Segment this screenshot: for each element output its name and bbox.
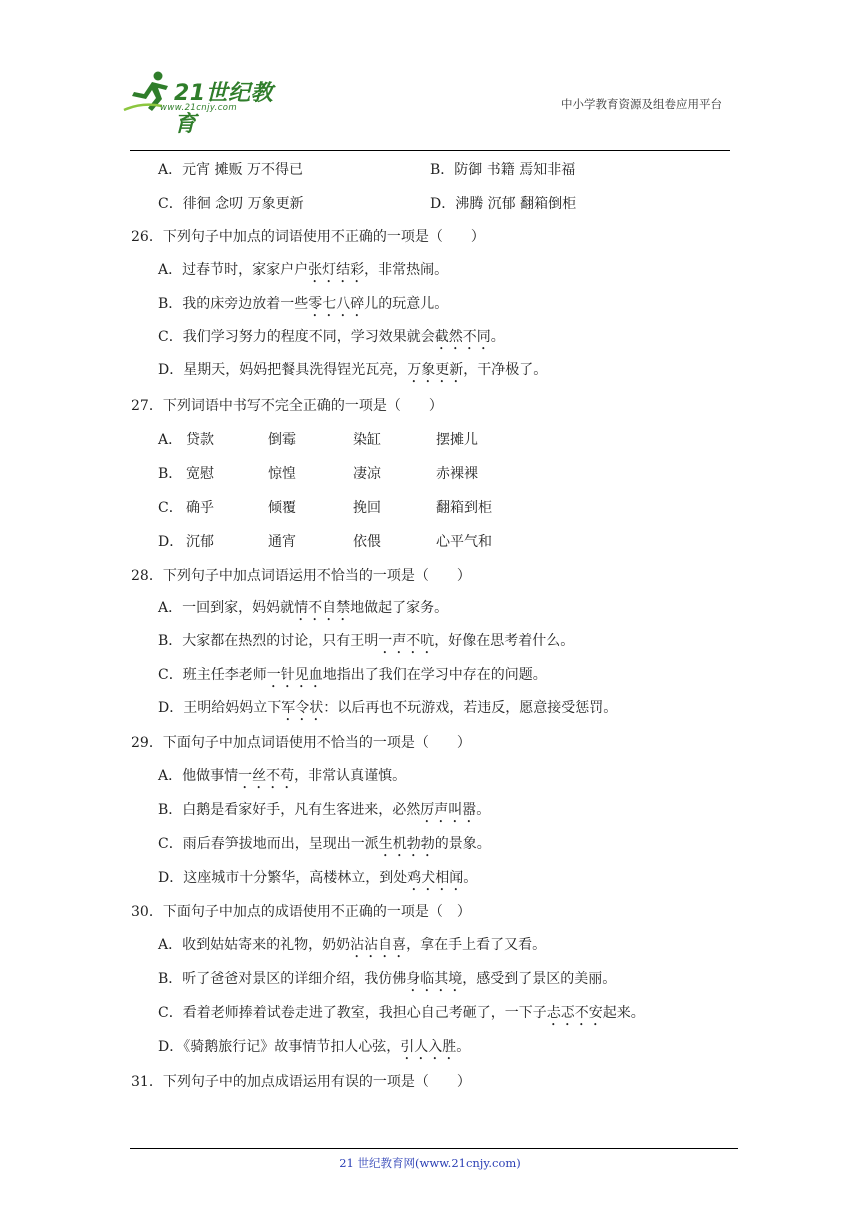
q27-word: 凄凉 xyxy=(353,466,381,482)
q29-option-d: D．这座城市十分繁华，高楼林立，到处鸡犬相闻。 xyxy=(158,870,478,886)
q27-word: 心平气和 xyxy=(436,534,492,550)
question-30-stem: 30．下面句子中加点的成语使用不正确的一项是（ ） xyxy=(131,904,471,920)
q27-word: 宽慰 xyxy=(186,466,214,482)
q27-row-label: A． xyxy=(158,432,183,448)
site-logo xyxy=(122,68,292,137)
q29-option-b: B．白鹅是看家好手，凡有生客进来，必然厉声叫嚣。 xyxy=(158,802,491,818)
q27-word: 倒霉 xyxy=(268,432,296,448)
header-divider xyxy=(130,150,730,151)
q27-row-label: B． xyxy=(158,466,183,482)
q27-word: 确乎 xyxy=(186,500,214,516)
q27-word: 摆摊儿 xyxy=(436,432,478,448)
q26-option-b: B．我的床旁边放着一些零七八碎儿的玩意儿。 xyxy=(158,296,449,312)
q26-option-c: C．我们学习努力的程度不同，学习效果就会截然不同。 xyxy=(158,329,505,345)
q27-row-label: C． xyxy=(158,500,183,516)
question-31-stem: 31．下列句子中的加点成语运用有误的一项是（ ） xyxy=(131,1074,471,1090)
q29-option-a: A．他做事情一丝不苟，非常认真谨慎。 xyxy=(158,768,407,784)
prev-option-d: D．沸腾 沉郁 翻箱倒柜 xyxy=(430,196,577,212)
question-29-stem: 29．下面句子中加点词语使用不恰当的一项是（ ） xyxy=(131,735,471,751)
q27-word: 贷款 xyxy=(186,432,214,448)
logo-url: www.21cnjy.com xyxy=(160,103,238,113)
footer-text[interactable]: 21 世纪教育网(www.21cnjy.com) xyxy=(339,1156,521,1170)
question-26-stem: 26．下列句子中加点的词语使用不正确的一项是（ ） xyxy=(131,229,485,245)
q27-word: 挽回 xyxy=(353,500,381,516)
prev-option-b: B．防御 书籍 焉知非福 xyxy=(430,162,576,178)
q26-option-d: D．星期天，妈妈把餐具洗得锃光瓦亮，万象更新，干净极了。 xyxy=(158,362,548,378)
q30-option-d: D．《骑鹅旅行记》故事情节扣人心弦，引人入胜。 xyxy=(158,1039,471,1055)
q30-option-a: A．收到姑姑寄来的礼物，奶奶沾沾自喜，拿在手上看了又看。 xyxy=(158,937,547,953)
q27-word: 依偎 xyxy=(353,534,381,550)
q28-option-b: B．大家都在热烈的讨论，只有王明一声不吭，好像在思考着什么。 xyxy=(158,633,575,649)
q28-option-d: D．王明给妈妈立下军令状：以后再也不玩游戏，若违反，愿意接受惩罚。 xyxy=(158,700,618,716)
question-28-stem: 28．下列句子中加点词语运用不恰当的一项是（ ） xyxy=(131,568,471,584)
q28-option-a: A．一回到家，妈妈就情不自禁地做起了家务。 xyxy=(158,600,449,616)
q30-option-b: B．听了爸爸对景区的详细介绍，我仿佛身临其境，感受到了景区的美丽。 xyxy=(158,971,617,987)
q27-word: 染缸 xyxy=(353,432,381,448)
q29-option-c: C．雨后春笋拔地而出，呈现出一派生机勃勃的景象。 xyxy=(158,836,491,852)
q26-option-a: A．过春节时，家家户户张灯结彩，非常热闹。 xyxy=(158,262,449,278)
q27-row-label: D． xyxy=(158,534,184,550)
q27-word: 沉郁 xyxy=(186,534,214,550)
prev-option-a: A．元宵 摊贩 万不得已 xyxy=(158,162,304,178)
q28-option-c: C．班主任李老师一针见血地指出了我们在学习中存在的问题。 xyxy=(158,667,547,683)
logo-text: 21世纪教育 xyxy=(174,81,274,137)
q27-word: 通宵 xyxy=(268,534,296,550)
q30-option-c: C．看着老师捧着试卷走进了教室，我担心自己考砸了，一下子忐忑不安起来。 xyxy=(158,1005,645,1021)
q27-word: 倾覆 xyxy=(268,500,296,516)
q27-word: 惊惶 xyxy=(268,466,296,482)
q27-word: 翻箱到柜 xyxy=(436,500,492,516)
q27-word: 赤裸裸 xyxy=(436,466,478,482)
header-tagline: 中小学教育资源及组卷应用平台 xyxy=(561,97,722,111)
prev-option-c: C．徘徊 念叨 万象更新 xyxy=(158,196,304,212)
footer-divider xyxy=(130,1148,738,1149)
question-27-stem: 27．下列词语中书写不完全正确的一项是（ ） xyxy=(131,398,443,414)
